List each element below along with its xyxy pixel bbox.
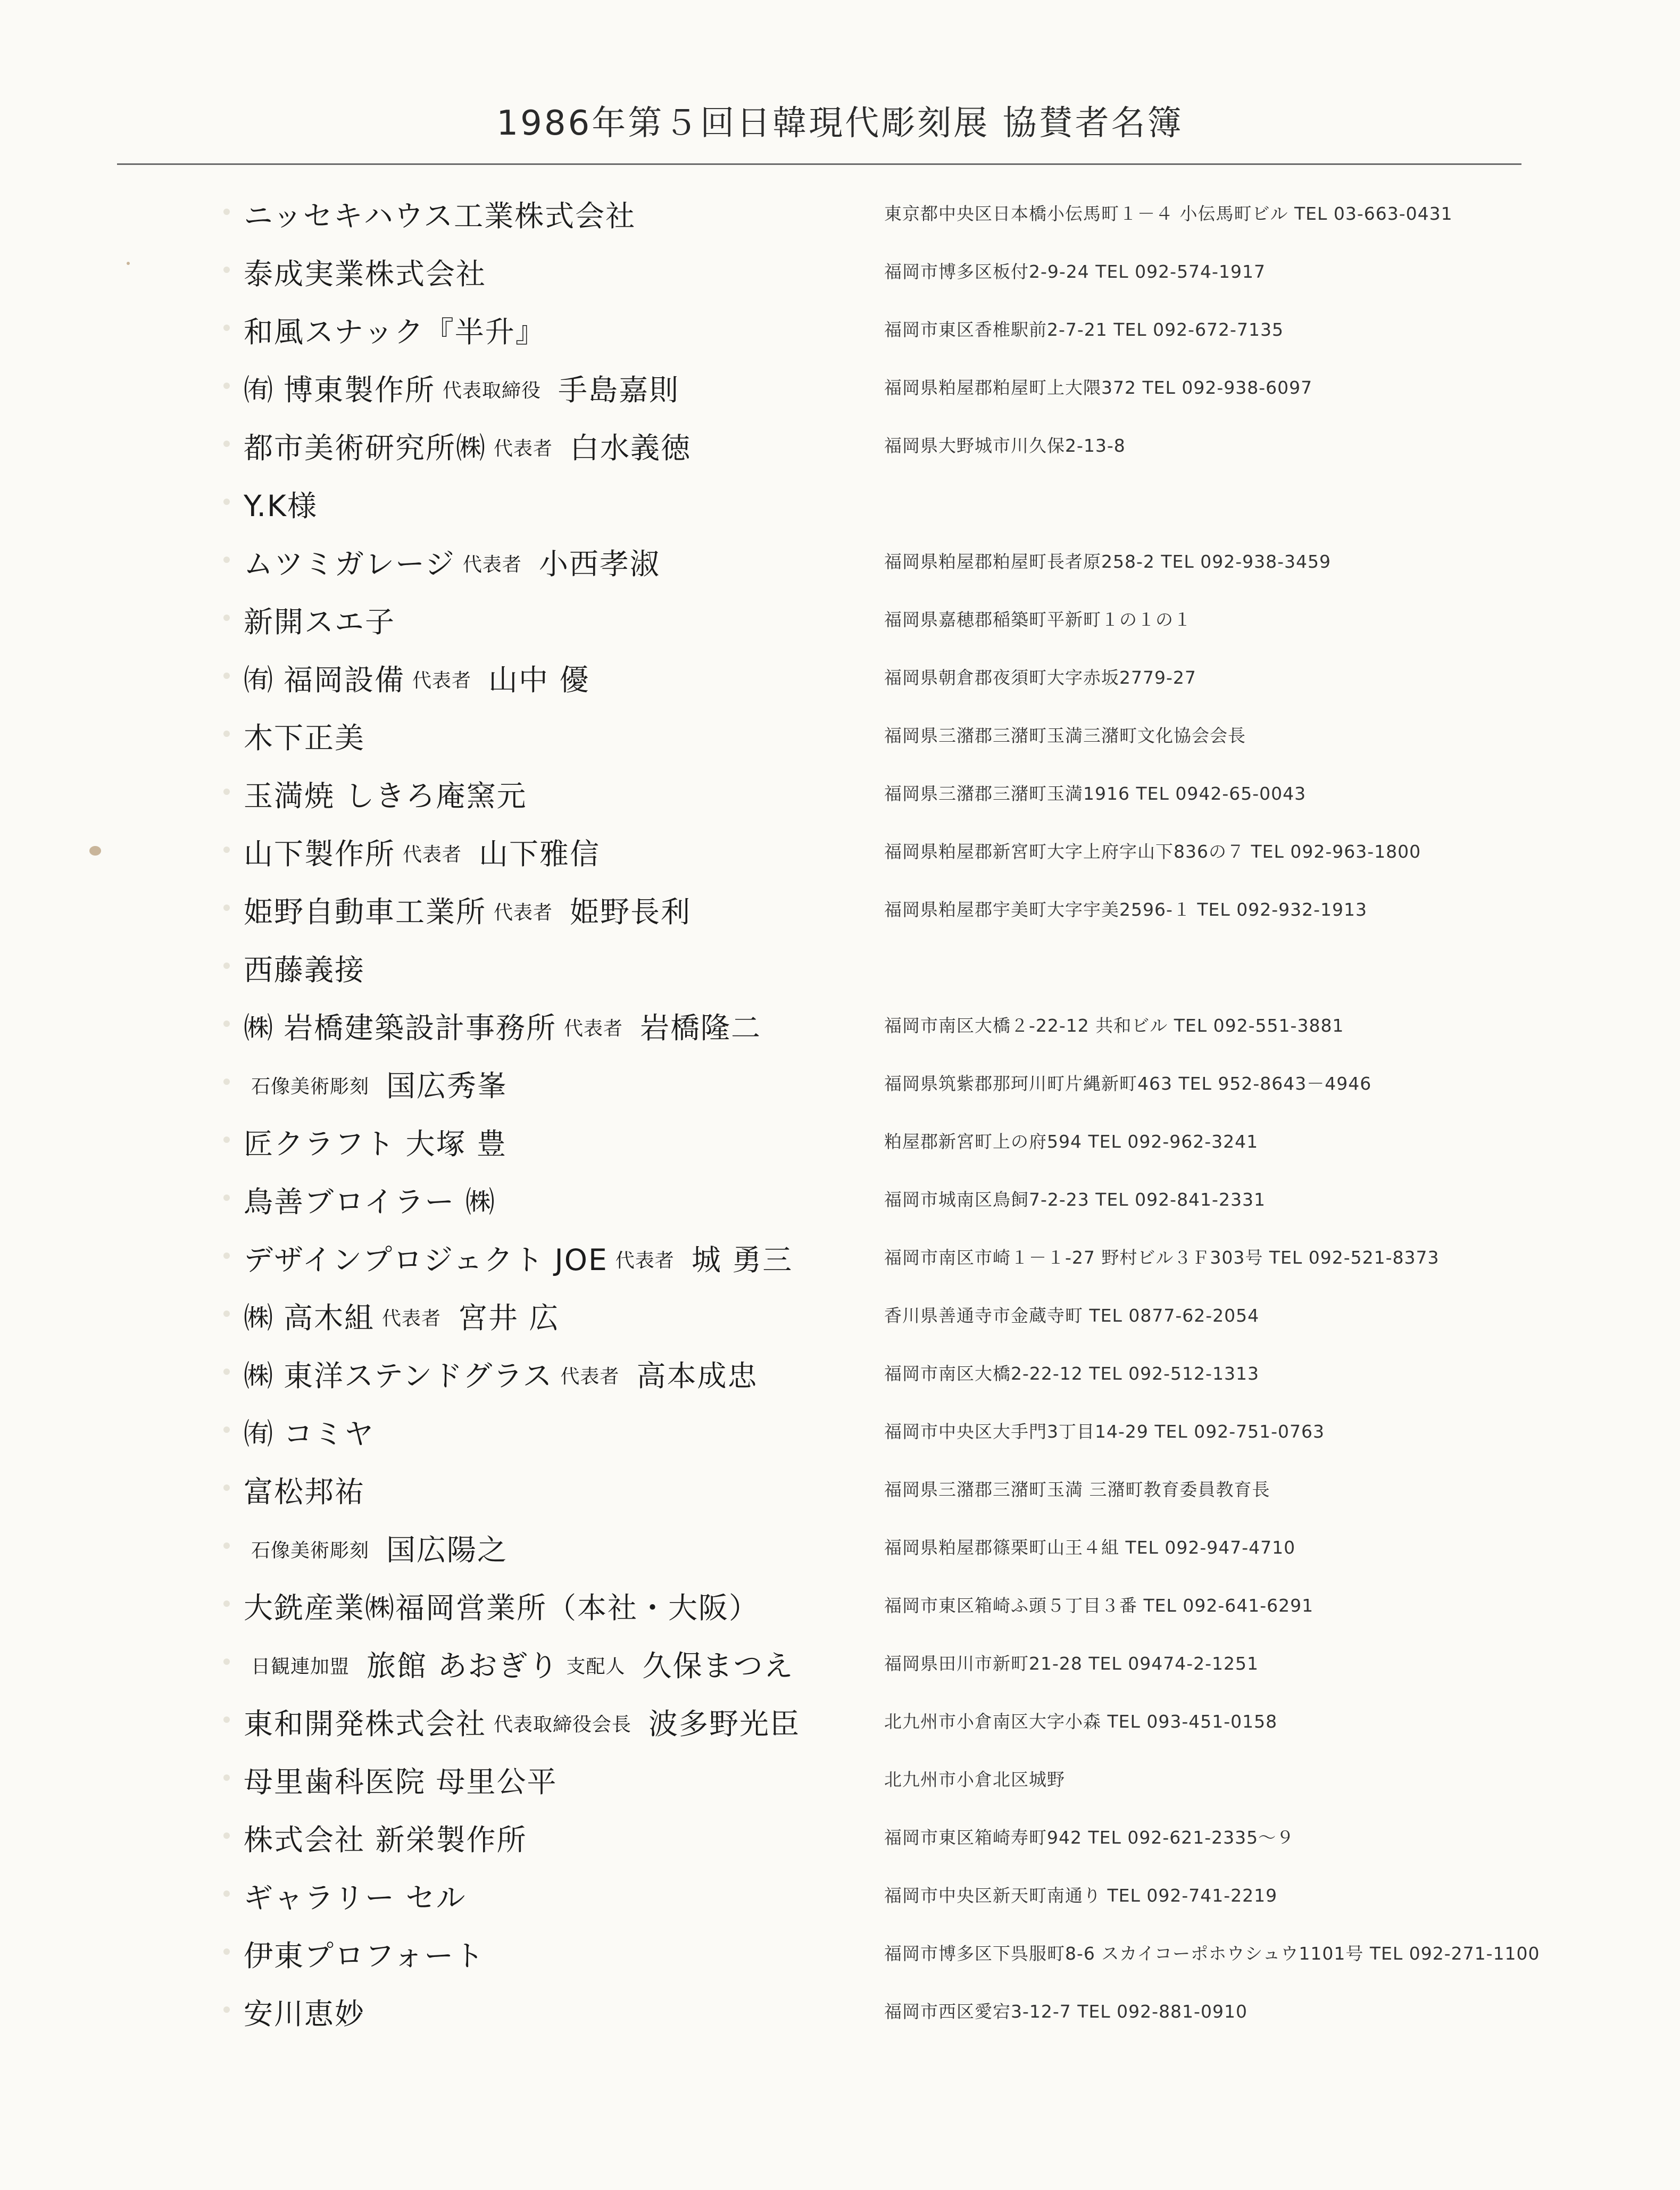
sponsor-name-line (244, 657, 590, 699)
sponsor-entry (0, 302, 1680, 360)
sponsor-address: 福岡市博多区板付2-9-24 TEL 092-574-1917 (884, 261, 1266, 282)
sponsor-address: 福岡県大野城市川久保2-13-8 (884, 435, 1126, 456)
sponsor-name-line (244, 309, 546, 351)
sponsor-address: 福岡市南区大橋2-22-12 TEL 092-512-1313 (884, 1363, 1259, 1384)
bullet-dot (223, 2006, 230, 2013)
sponsor-entry (0, 824, 1680, 882)
sponsor-entry (0, 244, 1680, 302)
sponsor-entry (0, 998, 1680, 1056)
sponsor-name: 東洋ステンドグラス (284, 1359, 553, 1393)
sponsor-entry (0, 1404, 1680, 1462)
sponsor-entry (0, 360, 1680, 418)
sponsor-name-line (244, 1874, 466, 1917)
bullet-dot (223, 1890, 230, 1897)
representative-name: 山中 優 (488, 663, 590, 697)
sponsor-name-line (244, 1063, 508, 1105)
bullet-dot (223, 499, 230, 505)
paper-speck (127, 262, 130, 265)
sponsor-address: 福岡県粕屋郡篠栗町山王４組 TEL 092-947-4710 (884, 1537, 1296, 1558)
sponsor-address: 福岡県朝倉郡夜須町大字赤坂2779-27 (884, 667, 1196, 688)
sponsor-category: 日観連加盟 (251, 1656, 350, 1678)
sponsor-name: 和風スナック『半升』 (244, 315, 546, 349)
sponsor-name: 母里歯科医院 母里公平 (244, 1765, 558, 1799)
sponsor-address: 東京都中央区日本橋小伝馬町１－４ 小伝馬町ビル TEL 03-663-0431 (884, 203, 1453, 224)
bullet-dot (223, 963, 230, 969)
bullet-dot (223, 731, 230, 737)
title-underline (117, 163, 1521, 165)
sponsor-name: 東和開発株式会社 (244, 1707, 487, 1741)
sponsor-name: デザインプロジェクト JOE (244, 1243, 608, 1277)
sponsor-name-line (244, 599, 395, 641)
sponsor-entry (0, 1056, 1680, 1114)
sponsor-entry (0, 186, 1680, 244)
sponsor-address: 福岡市南区市崎１－１-27 野村ビル３Ｆ303号 TEL 092-521-8373 (884, 1247, 1440, 1268)
sponsor-name-line (244, 1005, 761, 1047)
bullet-dot (223, 905, 230, 911)
bullet-dot (223, 673, 230, 679)
representative-name: 白水義徳 (570, 431, 692, 465)
sponsor-entry (0, 592, 1680, 650)
representative-title: 代表者 (462, 554, 522, 576)
bullet-dot (223, 1658, 230, 1665)
representative-name: 高本成忠 (636, 1359, 758, 1393)
sponsor-address: 香川県善通寺市金蔵寺町 TEL 0877-62-2054 (884, 1305, 1260, 1326)
bullet-dot (223, 325, 230, 331)
sponsor-name-line (244, 425, 691, 467)
sponsor-entry (0, 418, 1680, 476)
sponsor-name: 泰成実業株式会社 (244, 257, 487, 291)
sponsor-list (0, 186, 1680, 2042)
sponsor-address: 福岡県三潴郡三潴町玉満1916 TEL 0942-65-0043 (884, 783, 1307, 804)
sponsor-entry (0, 1868, 1680, 1926)
sponsor-name: 国広陽之 (386, 1533, 508, 1567)
sponsor-name: 鳥善ブロイラー ㈱ (244, 1185, 496, 1219)
sponsor-address: 福岡県粕屋郡新宮町大字上府字山下836の７ TEL 092-963-1800 (884, 841, 1421, 862)
company-type-mark: ㈱ (244, 1359, 275, 1393)
sponsor-name-line (244, 541, 660, 583)
sponsor-name-line (244, 947, 365, 989)
sponsor-entry (0, 1694, 1680, 1752)
sponsor-name: 高木組 (284, 1301, 375, 1335)
sponsor-name: 株式会社 新栄製作所 (244, 1823, 527, 1857)
sponsor-address: 福岡県田川市新町21-28 TEL 09474-2-1251 (884, 1653, 1259, 1674)
sponsor-entry (0, 1462, 1680, 1520)
sponsor-address: 福岡市博多区下呉服町8-6 スカイコーポホウシュウ1101号 TEL 092-271-1100 (884, 1943, 1540, 1964)
sponsor-address: 粕屋郡新宮町上の府594 TEL 092-962-3241 (884, 1131, 1259, 1152)
sponsor-entry (0, 1114, 1680, 1172)
bullet-dot (223, 615, 230, 621)
sponsor-name: 西藤義接 (244, 953, 365, 987)
sponsor-entry (0, 1578, 1680, 1636)
representative-name: 小西孝淑 (538, 547, 660, 581)
sponsor-address: 福岡県三潴郡三潴町玉満三潴町文化協会会長 (884, 725, 1246, 746)
sponsor-entry (0, 1172, 1680, 1230)
sponsor-entry (0, 1810, 1680, 1868)
sponsor-entry (0, 650, 1680, 708)
sponsor-address: 福岡県嘉穂郡稲築町平新町１の１の１ (884, 609, 1192, 630)
sponsor-name: 富松邦祐 (244, 1475, 365, 1509)
bullet-dot (223, 1600, 230, 1607)
sponsor-name: 玉満焼 しきろ庵窯元 (244, 779, 527, 813)
sponsor-address: 福岡県粕屋郡宇美町大字宇美2596-１ TEL 092-932-1913 (884, 899, 1368, 920)
representative-name: 岩橋隆二 (640, 1011, 762, 1045)
sponsor-name-line (244, 831, 600, 873)
sponsor-address: 福岡市東区箱崎ふ頭５丁目３番 TEL 092-641-6291 (884, 1595, 1314, 1616)
bullet-dot (223, 1774, 230, 1781)
sponsor-name-line (244, 1700, 800, 1743)
sponsor-name: 旅館 あおぎり (367, 1649, 559, 1683)
sponsor-name: 木下正美 (244, 721, 365, 755)
sponsor-name: 山下製作所 (244, 837, 396, 871)
representative-title: 支配人 (566, 1656, 626, 1678)
bullet-dot (223, 1079, 230, 1085)
representative-title: 代表者 (382, 1308, 442, 1330)
sponsor-name: 姫野自動車工業所 (244, 895, 487, 929)
sponsor-name: 博東製作所 (284, 373, 436, 407)
sponsor-address: 福岡県粕屋郡粕屋町長者原258-2 TEL 092-938-3459 (884, 551, 1332, 572)
bullet-dot (223, 383, 230, 389)
representative-name: 城 勇三 (691, 1243, 793, 1277)
bullet-dot (223, 557, 230, 563)
sponsor-name-line (244, 367, 679, 409)
page-title: 1986年第５回日韓現代彫刻展 協賛者名簿 (496, 104, 1184, 143)
representative-name: 久保まつえ (642, 1649, 794, 1683)
representative-title: 代表者 (560, 1366, 620, 1388)
sponsor-address: 北九州市小倉南区大字小森 TEL 093-451-0158 (884, 1711, 1278, 1732)
sponsor-entry (0, 1520, 1680, 1578)
representative-title: 代表取締役会長 (494, 1714, 632, 1736)
sponsor-entry (0, 1346, 1680, 1404)
sponsor-entry (0, 1984, 1680, 2042)
sponsor-entry (0, 1752, 1680, 1810)
sponsor-name-line (244, 1295, 560, 1337)
representative-name: 姫野長利 (570, 895, 692, 929)
bullet-dot (223, 1832, 230, 1839)
bullet-dot (223, 789, 230, 795)
bullet-dot (223, 1310, 230, 1317)
sponsor-name-line (244, 1121, 507, 1163)
sponsor-address: 福岡市中央区新天町南通り TEL 092-741-2219 (884, 1885, 1278, 1906)
sponsor-address: 福岡県三潴郡三潴町玉満 三潴町教育委員教育長 (884, 1479, 1270, 1500)
sponsor-address: 福岡県筑紫郡那珂川町片縄新町463 TEL 952-8643－4946 (884, 1073, 1372, 1094)
representative-name: 山下雅信 (479, 837, 601, 871)
representative-title: 代表取締役 (443, 380, 542, 402)
sponsor-name-line (244, 1527, 508, 1569)
sponsor-address: 福岡市東区香椎駅前2-7-21 TEL 092-672-7135 (884, 319, 1284, 340)
representative-title: 代表者 (494, 438, 553, 460)
sponsor-address: 福岡市城南区鳥飼7-2-23 TEL 092-841-2331 (884, 1189, 1266, 1210)
company-type-mark: ㈱ (244, 1011, 275, 1045)
sponsor-address: 北九州市小倉北区城野 (884, 1769, 1065, 1790)
sponsor-entry (0, 708, 1680, 766)
bullet-dot (223, 1716, 230, 1723)
sponsor-name: 岩橋建築設計事務所 (284, 1011, 557, 1045)
bullet-dot (223, 1948, 230, 1955)
bullet-dot (223, 1252, 230, 1259)
sponsor-name-line (244, 1179, 496, 1221)
sponsor-name-line (244, 1237, 793, 1279)
sponsor-address: 福岡市南区大橋２-22-12 共和ビル TEL 092-551-3881 (884, 1015, 1344, 1036)
bullet-dot (223, 1484, 230, 1491)
sponsor-entry (0, 1288, 1680, 1346)
representative-title: 代表者 (403, 844, 462, 866)
bullet-dot (223, 209, 230, 215)
sponsor-name-line (244, 483, 318, 525)
bullet-dot (223, 847, 230, 853)
representative-name: 手島嘉則 (558, 373, 680, 407)
sponsor-name: 都市美術研究所㈱ (244, 431, 487, 465)
bullet-dot (223, 1137, 230, 1143)
sponsor-name-line (244, 1932, 485, 1975)
sponsor-address: 福岡市西区愛宕3-12-7 TEL 092-881-0910 (884, 2001, 1247, 2022)
sponsor-name-line (244, 193, 636, 235)
sponsor-address: 福岡市中央区大手門3丁目14-29 TEL 092-751-0763 (884, 1421, 1325, 1442)
sponsor-address: 福岡県粕屋郡粕屋町上大隈372 TEL 092-938-6097 (884, 377, 1313, 398)
bullet-dot (223, 1368, 230, 1375)
sponsor-name-line (244, 889, 691, 931)
sponsor-name-line (244, 1469, 365, 1511)
sponsor-category: 石像美術彫刻 (251, 1076, 370, 1098)
bullet-dot (223, 1542, 230, 1549)
sponsor-name-line (244, 1353, 758, 1395)
sponsor-name: ムツミガレージ (244, 547, 455, 581)
sponsor-category: 石像美術彫刻 (251, 1540, 370, 1562)
sponsor-entry (0, 476, 1680, 534)
sponsor-name-line (244, 1411, 375, 1453)
sponsor-name: 大銑産業㈱福岡営業所（本社・大阪） (244, 1591, 760, 1625)
sponsor-name: 匠クラフト 大塚 豊 (244, 1127, 507, 1161)
bullet-dot (223, 1426, 230, 1433)
sponsor-name: 安川恵妙 (244, 1997, 365, 2031)
representative-title: 代表者 (494, 902, 553, 924)
sponsor-name-line (244, 1585, 759, 1627)
sponsor-entry (0, 940, 1680, 998)
paper-speck (89, 846, 101, 856)
representative-title: 代表者 (412, 670, 472, 692)
bullet-dot (223, 441, 230, 447)
representative-title: 代表者 (564, 1018, 623, 1040)
sponsor-name: 伊東プロフォート (244, 1939, 485, 1973)
company-type-mark: ㈲ (244, 373, 275, 407)
sponsor-name: 国広秀峯 (386, 1069, 508, 1103)
company-type-mark: ㈲ (244, 1417, 275, 1451)
sponsor-name: コミヤ (284, 1417, 375, 1451)
sponsor-name-line (244, 1642, 794, 1685)
sponsor-name-line (244, 1990, 365, 2033)
sponsor-name-line (244, 1758, 557, 1801)
sponsor-entry (0, 1230, 1680, 1288)
sponsor-name: 福岡設備 (284, 663, 405, 697)
representative-title: 代表者 (615, 1250, 675, 1272)
company-type-mark: ㈲ (244, 663, 275, 697)
representative-name: 宮井 広 (458, 1301, 560, 1335)
sponsor-name: Y.K様 (244, 489, 318, 523)
sponsor-entry (0, 1926, 1680, 1984)
sponsor-name: ニッセキハウス工業株式会社 (244, 199, 636, 233)
representative-name: 波多野光臣 (648, 1707, 801, 1741)
sponsor-entry (0, 766, 1680, 824)
sponsor-entry (0, 882, 1680, 940)
sponsor-name: 新開スエ子 (244, 605, 396, 639)
company-type-mark: ㈱ (244, 1301, 275, 1335)
sponsor-address: 福岡市東区箱崎寿町942 TEL 092-621-2335～９ (884, 1827, 1295, 1848)
bullet-dot (223, 1021, 230, 1027)
sponsor-entry (0, 1636, 1680, 1694)
sponsor-name-line (244, 251, 486, 293)
sponsor-name-line (244, 773, 527, 815)
sponsor-name-line (244, 1816, 527, 1859)
sponsor-name-line (244, 715, 365, 757)
sponsor-entry (0, 534, 1680, 592)
bullet-dot (223, 267, 230, 273)
bullet-dot (223, 1194, 230, 1201)
sponsor-name: ギャラリー セル (244, 1881, 467, 1915)
